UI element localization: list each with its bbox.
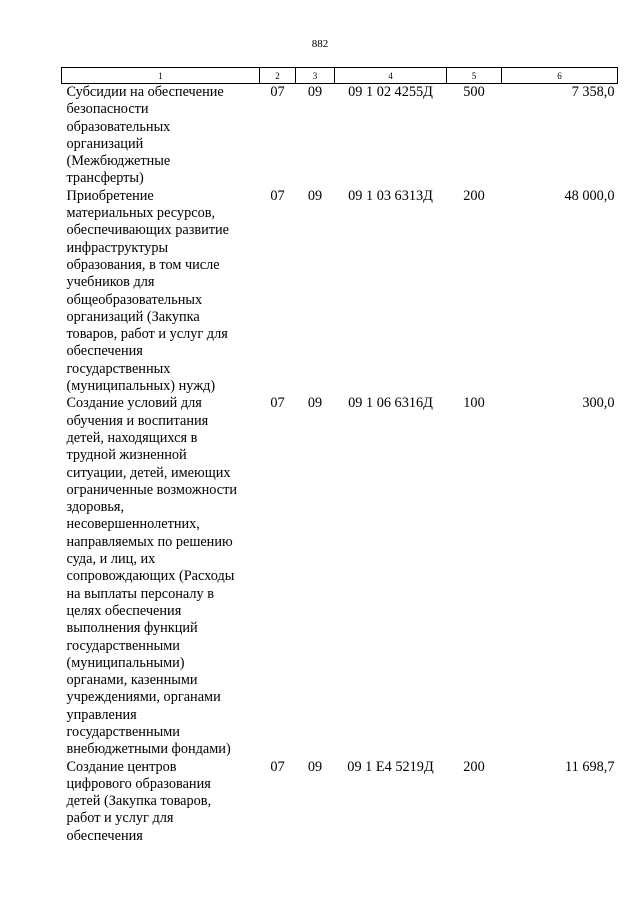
table-row [62,188,618,396]
column-header-3: 3 [296,68,335,84]
column-header-1: 1 [62,68,260,84]
column-header-4: 4 [335,68,447,84]
row-expense-type: 200 [463,758,485,775]
row-target: 09 1 02 4255Д [348,84,433,100]
row-section: 07 [270,84,285,100]
table-row [62,395,618,758]
row-target: 09 1 E4 5219Д [347,758,434,775]
row-expense-type: 500 [463,84,485,100]
row-section: 07 [270,758,285,775]
table-row [62,759,618,845]
row-section: 07 [270,187,285,204]
header-row [62,68,618,84]
row-subsection: 09 [307,84,323,100]
row-subsection: 09 [307,395,323,412]
row-target: 09 1 03 6313Д [348,187,433,204]
column-header-2: 2 [260,68,296,84]
row-name: Приобретение материальных ресурсов, обеспечивающих развитие инфраструктуры образования, в том числе учебников для общеобразовательных организаций (Закупка товаров, работ и услуг для обеспечения государственных (муниципальных) нужд) [66,187,230,395]
row-amount: 48 000,0 [564,187,615,204]
row-subsection: 09 [307,187,323,204]
page-number: 882 [311,38,329,50]
row-expense-type: 200 [463,187,485,204]
row-target: 09 1 06 6316Д [348,395,433,412]
row-section: 07 [270,395,285,412]
row-amount: 7 358,0 [571,84,615,100]
row-subsection: 09 [307,758,323,775]
table-row [62,84,618,188]
row-amount: 300,0 [582,395,615,412]
budget-table [61,67,618,845]
row-name: Субсидии на обеспечение безопасности образовательных организаций (Межбюджетные трансферты) [66,84,224,187]
row-name: Создание центров цифрового образования детей (Закупка товаров, работ и услуг для обеспечения [66,758,212,844]
column-header-6: 6 [502,68,618,84]
row-expense-type: 100 [463,395,485,412]
row-amount: 11 698,7 [564,758,615,775]
row-name: Создание условий для обучения и воспитания детей, находящихся в трудной жизненной ситуации, детей, имеющих ограниченные возможности здоровья, несовершеннолетних, направляемых по решению суда, и лиц, их сопровождающих (Расходы на выплаты персоналу в целях обеспечения выполнения функций государственными (муниципальными) органами, казенными учреждениями, органами управления государственными внебюджетными фондами) [66,395,238,758]
column-header-5: 5 [447,68,502,84]
